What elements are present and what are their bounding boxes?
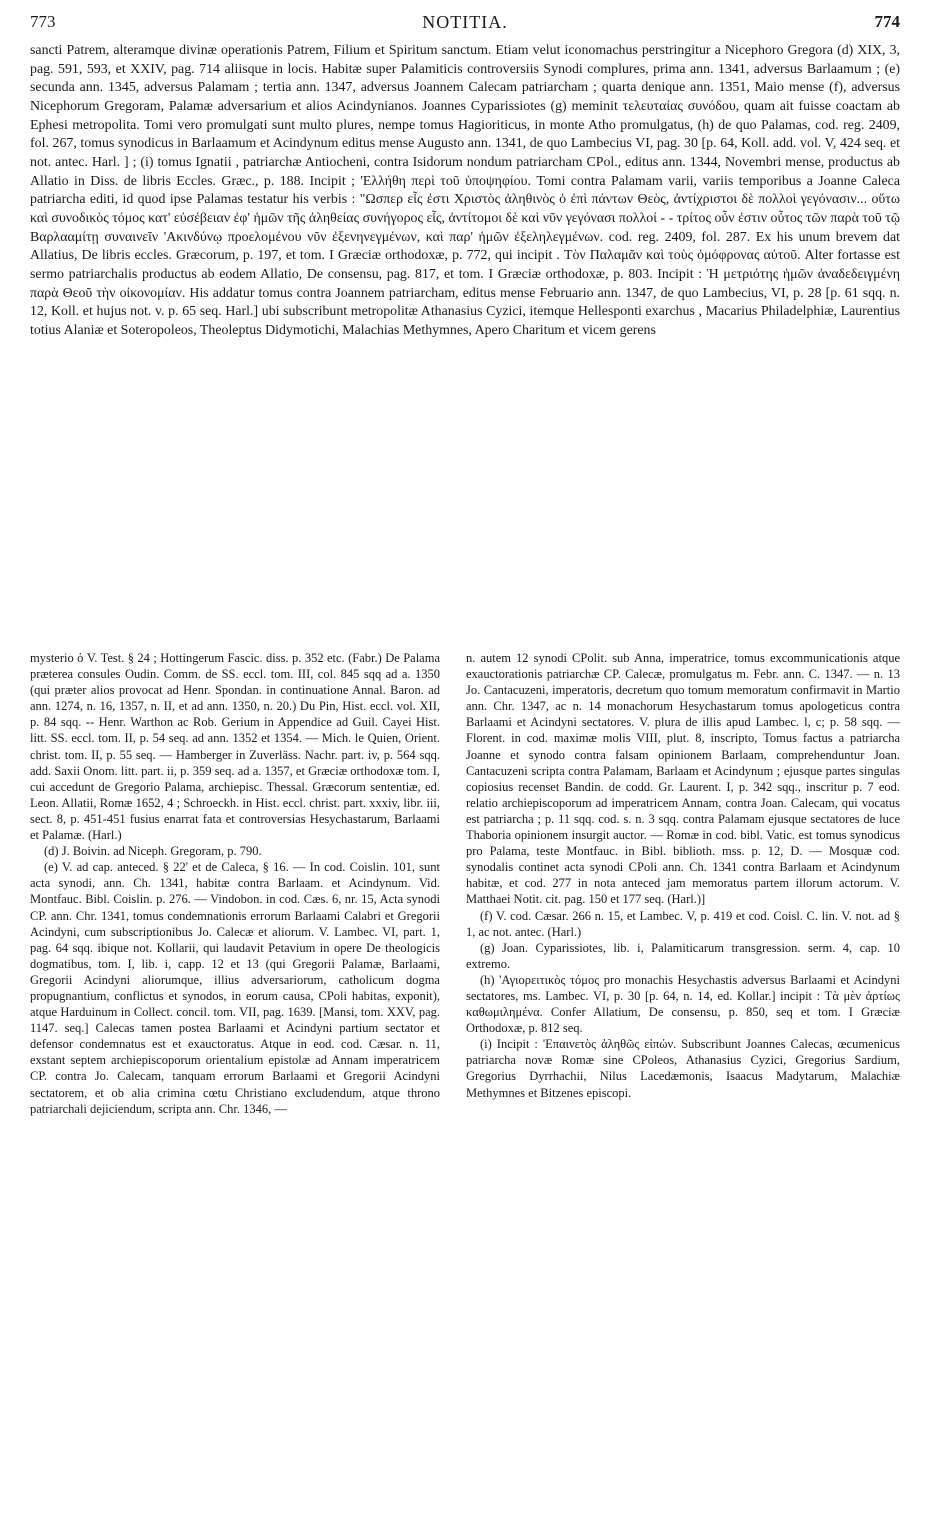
footnote-e-continuation: n. autem 12 synodi CPolit. sub Anna, imperatrice, tomus excommunicationis atque exauctorationis patriarchæ CP. Calecæ, promulgatus m. Febr. ann. C. 1347. — n. 13 Jo. Cantacuzeni, imperatoris, decretum quo tomum memoratum confirmavit in Martio ann. Chr. 1347, ac n. 14 monachorum Hesychastarum tomus apologeticus contra Barlaami et Acindyni sectatores. V. plura de illis apud Lambec. l, c; p. 58 sqq. — Florent. in cod. maximæ molis VIII, plut. 8, inscripto, Tomus factus a patriarcha Joanne et synodo contra falsam opinionem Barlaam, comprehenduntur Joan. Cantacuzeni scripta contra Palamam, Barlaam et Acindynum ; ejusque partes singulas copiosius recenset Bandin. de codd. Gr. Laurent. I, p. 342 sqq., inscritur p. 7 eod. relatio archiepiscoporum ad imperatricem Annam, contra Joan. Calecam, qui vocatus est patriarcha ; p. 11 sqq. cod. s. n. 3 sqq. contra Palamam ejusque sectatores de luce Thaboria opinionem insurgit auctor. — Romæ in cod. bibl. Vatic. est tomus synodicus pro Palama, teste Montfauc. in Bibl. biblioth. mss. p. 12, D. — Mosquæ cod. synodalis continet acta synodi CPoli ann. Ch. 1341 contra Barlaam et Acindynum habitæ, et cod. 277 in nota anteced jam memoratus partem illorum actorum. V. Matthaei Notit. cit. pag. 150 et 177 seq. (Harl.)] — [466, 651, 900, 907]
footnote-i: (i) Incipit : 'Επαινετὸς ἀληθῶς εἰπών. Subscribunt Joannes Calecas, œcumenicus patriarcha novæ Romæ sine CPoleos, Athanasius Cyzici, Gregorius Sardium, Gregorius Dyrrhachii, Nilus Lacedæmonis, Isaacus Madytarum, Malachiæ Methymnes et Bitzenes episcopi. — [466, 1037, 900, 1100]
page-number-right: 774 — [874, 12, 900, 31]
running-title: NOTITIA. — [422, 12, 508, 32]
page-number-left: 773 — [30, 12, 56, 31]
page-header — [30, 12, 900, 42]
main-paragraph: sancti Patrem, alteramque divinæ operationis Patrem, Filium et Spiritum sanctum. Etiam velut iconomachus perstringitur a Nicephoro Gregora (d) XIX, 3, pag. 591, 593, et XXIV, pag. 714 aliisque in locis. Habitæ super Palamiticis controversiis Synodi complures, prima ann. 1341, adversus Barlaamum ; (e) secunda ann. 1345, adversus Palamam ; tertia ann. 1347, adversus Joannem Calecam patriarcham ; quarta denique ann. 1351, Maio mense (f), adversus Nicephorum Gregoram, Palamæ adversarium et alios Acindynianos. Joannes Cyparissiotes (g) meminit τελευταίας συνόδου, quam ait fuisse coactam ab Ephesi metropolita. Tomi vero promulgati sunt multo plures, nempe tomus Hagioriticus, in monte Atho promulgatus, (h) de quo Palamas, cod. reg. 2409, fol. 267, tomus synodicus in Barlaamum et Acindynum editus mense Augusto ann. 1341, de quo Lambecius VI, pag. 30 [p. 64, Koll. add. vol. V, 424 seq. et not. antec. Harl. ] ; (i) tomus Ignatii , patriarchæ Antiocheni, contra Isidorum nondum patriarcham CPol., editus ann. 1344, Novembri mense, productus ab Allatio in Diss. de libris Eccles. Græc., p. 188. Incipit ; 'Ελλήθη περὶ τοῦ ὑποψηφίου. Tomi contra Palamam varii, variis temporibus a Joanne Caleca patriarcha editi, id quod ipse Palamas testatur his verbis : "Ωσπερ εἷς ἐστι Χριστὸς ἀληθινὸς ὁ ἐπὶ πάντων Θεὸς, ἀντίχριστοι δὲ πολλοὶ γεγόνασιν... οὕτω καὶ συνοδικὸς τόμος κατ' εὐσέβειαν ἐφ' ἡμῶν τῆς ἀληθείας συνήγορος εἷς, ἀντίτομοι δὲ καὶ νῦν γεγόνασι πολλοί - - τρίτος οὖν ἐστιν οὗτος τῶν παρὰ τοῦ τῷ Βαρλααμίτῃ συναινεῖν 'Ακινδύνῳ προελομένου νῦν ἐξενηνεγμένων, καὶ παρ' ἡμῶν ἐξεληλεγμένων. cod. reg. 2409, fol. 287. Ex his unum brevem dat Allatius, De libris eccles. Græcorum, p. 197, et tom. I Græciæ orthodoxæ, p. 772, qui incipit . Τὸν Παλαμᾶν καὶ τοὺς ὁμόφρονας αὐτοῦ. Alter fortasse est sermo patriarchalis productus ab eodem Allatio, De consensu, pag. 817, et tom. I Græciæ orthodoxæ, p. 803. Incipit : Ἡ μετριότης ἡμῶν ἀναδεδειγμένη παρὰ Θεοῦ τὴν οἰκονομίαν. His addatur tomus contra Joannem patriarcham, editus mense Februario ann. 1347, de quo Lambecius, VI, p. 28 [p. 61 sqq. n. 12, Koll. et hujus not. v. p. 65 seq. Harl.] ubi subscribunt metropolitæ Athanasius Cyzici, itemque Hellesponti exarchus , Macarius Philadelphiæ, Laurentius totius Alaniæ et Soteropoleos, Theoleptus Didymotichi, Malachias Methymnes, Apero Charitum et vicem gerens — [30, 43, 900, 338]
footnote-continuation: mysterio ὁ V. Test. § 24 ; Hottingerum Fascic. diss. p. 352 etc. (Fabr.) De Palama præterea consules Oudin. Comm. de SS. eccl. tom. III, col. 845 sqq ad a. 1350 (qui præter alios provocat ad Henr. Spondan. in continuatione Annal. Baron. ad ann. 1274, n. 16, 1357, n. II, et ad ann. 1350, n. 20.) Du Pin, Hist. eccl. vol. XII, p. 84 sqq. -- Henr. Warthon ac Rob. Gerium in Appendice ad Guil. Cayei Hist. litt. SS. eccl. tom. II, p. 54 seq. ad ann. 1352 et 1354. — Mich. le Quien, Orient. christ. tom. II, p. 55 seq. — Hamberger in Zuverläss. Nachr. part. iv, p. 564 sqq. add. Saxii Onom. litt. part. ii, p. 359 seq. ad a. 1357, et Græciæ orthodoxæ tom. I, cui accedunt de Gregorio Palama, archiepisc. Thessal. Græcorum sententiæ, ed. Leon. Allatii, Romæ 1652, 4 ; Schroeckh. in Hist. eccl. christ. part. xxxiv, libr. iii, sect. 8, p. 451-451 fusius enarrat fata et controversias Hesychastarum, Barlaami et Palamæ. (Harl.) — [30, 651, 440, 843]
main-text-block — [30, 42, 900, 341]
footnote-e: (e) V. ad cap. anteced. § 22' et de Caleca, § 16. — In cod. Coislin. 101, sunt acta synodi, ann. Ch. 1341, habitæ contra Barlaam. et Acindynum. Vid. Montfauc. Bibl. Coislin. p. 276. — Vindobon. in cod. Cæs. 6, nr. 15, Acta synodi CP. ann. Chr. 1341, tomus condemnationis errorum Barlaami Calabri et Gregorii Acindyni, cum subscriptionibus Jo. Calecæ et aliorum. V. Lambec. VI, part. 1, pag. 64 sqq. ibique not. Kollarii, qui laudavit Petavium in opere De theologicis dogmatibus, tom. I, lib. i, capp. 12 et 13 (qui Gregorii Palamæ, Barlaami, Gregorii Acindyni aliorumque, illius adversariorum, catholicum dogma propugnantium, conflictus et synodos, in eorum causa, CPoli habitas, exponit), atque Harduinum in Collect. concil. tom. VII, pag. 1639. [Mansi, tom. XXV, pag. 1147. seq.] Calecas tamen postea Barlaami et Acindyni partium sectator et defensor condemnatus est et exauctoratus. Atque in eod. cod. Cæsar. n. 11, exstant septem archiepiscoporum orientalium epistolæ ad Annam imperatricem CP. contra Jo. Calecam, tanquam errorum Barlaami et Gregorii Acindyni sectatorem, et ob alia crimina cœtu Christiano excludendum, atque throno patriarchali dejiciendum, scripta ann. Chr. 1346, — — [30, 860, 440, 1116]
footnote-column-right — [466, 650, 900, 1101]
footnote-f: (f) V. cod. Cæsar. 266 n. 15, et Lambec. V, p. 419 et cod. Coisl. C. lin. V. not. ad § 1, ac not. antec. (Harl.) — [466, 908, 900, 939]
footnote-h: (h) 'Αγιορειτικὸς τόμος pro monachis Hesychastis adversus Barlaami et Acindyni sectatores, ms. Lambec. VI, p. 30 [p. 64, n. 14, ed. Kollar.] incipit : Τὰ μὲν ἀρτίως καθωμιλημένα. Confer Allatium, De consensu, p. 850, seq et tom. I Græciæ Orthodoxæ, p. 812 seq. — [466, 972, 900, 1036]
footnote-column-left — [30, 650, 440, 1117]
footnote-d: (d) J. Boivin. ad Niceph. Gregoram, p. 790. — [44, 844, 262, 859]
footnote-g: (g) Joan. Cyparissiotes, lib. i, Palamiticarum transgression. serm. 4, cap. 10 extremo. — [466, 940, 900, 971]
